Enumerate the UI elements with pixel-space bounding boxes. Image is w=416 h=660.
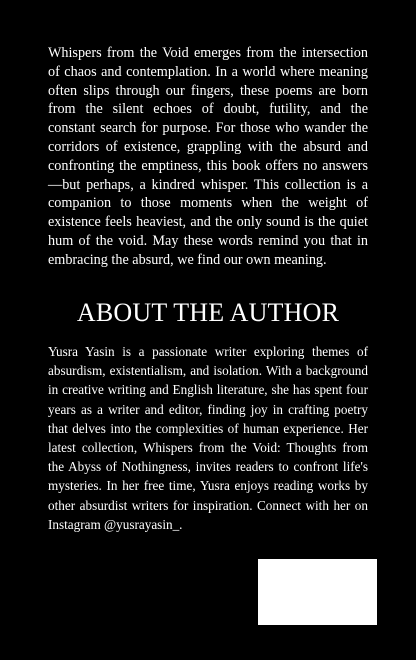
about-author-heading: ABOUT THE AUTHOR — [76, 298, 340, 327]
barcode-placeholder — [258, 559, 377, 625]
book-blurb: Whispers from the Void emerges from the intersection of chaos and contemplation. In a world where meaning often slips through our fingers, these poems are born from the silent echoes of doubt, futility, and the constant search for purpose. For those who wander the corridors of existence, grappling with the absurd and confronting the emptiness, this book offers no answers—but perhaps, a kindred whisper. This collection is a companion to those moments when the weight of existence feels heaviest, and the only sound is the quiet hum of the void. May these words remind you that in embracing the absurd, we find our own meaning. — [48, 45, 368, 268]
author-bio: Yusra Yasin is a passionate writer exploring themes of absurdism, existentialism, and isolation. With a background in creative writing and English literature, she has spent four years as a writer and editor, finding joy in crafting poetry that delves into the complexities of human experience. Her latest collection, Whispers from the Void: Thoughts from the Abyss of Nothingness, invites readers to confront life's mysteries. In her free time, Yusra enjoys reading works by other absurdist writers for inspiration. Connect with her on Instagram @yusrayasin_. — [48, 344, 368, 532]
